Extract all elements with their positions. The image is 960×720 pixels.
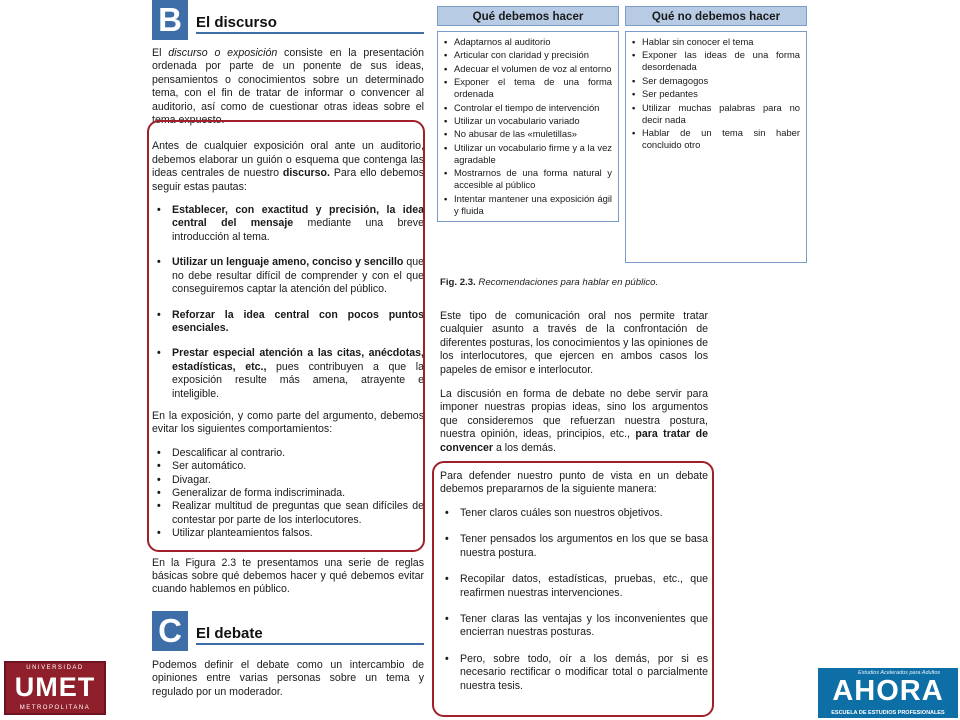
list-item: • Exponer el tema de una forma ordenada bbox=[442, 76, 612, 100]
list-item: • Realizar multitud de preguntas que sean difíciles de contestar por parte de los interlocutores. bbox=[152, 500, 424, 527]
list-item: • Adaptarnos al auditorio bbox=[442, 36, 612, 48]
list-item: • Hablar de un tema sin haber concluido otro bbox=[630, 127, 800, 151]
discurso-definition: El discurso o exposición consiste en la presentación ordenada por parte de un ponente de sus ideas, pensamientos o conocimientos sobre un determinado tema, con el fin de tratar de informar o convencer al auditorio, así como de cuestionar otras ideas sobre el tema expuesto. bbox=[152, 47, 424, 127]
list-item: • Divagar. bbox=[152, 474, 424, 487]
list-item: • Controlar el tiempo de intervención bbox=[442, 102, 612, 114]
list-item: • Utilizar planteamientos falsos. bbox=[152, 527, 424, 540]
recommendations-table bbox=[437, 6, 807, 263]
list-item: • Adecuar el volumen de voz al entorno bbox=[442, 63, 612, 75]
list-item: • Pero, sobre todo, oír a los demás, por si es necesario rectificar o modificar total o parcialmente nuestra tesis. bbox=[440, 653, 708, 693]
list-item: • Utilizar muchas palabras para no decir nada bbox=[630, 102, 800, 126]
dont-list bbox=[630, 36, 800, 151]
list-item: • Tener pensados los argumentos en los que se basa nuestra postura. bbox=[440, 533, 708, 560]
debate-definition: Podemos definir el debate como un intercambio de opiniones entre varias personas sobre un tema y regulado por un moderador. bbox=[152, 658, 424, 698]
list-item: • Tener claros cuáles son nuestros objetivos. bbox=[440, 507, 708, 520]
comportamientos-intro: En la exposición, y como parte del argumento, debemos evitar los siguientes comportamientos: bbox=[152, 409, 424, 436]
list-item: • Establecer, con exactitud y precisión, la idea central del mensaje mediante una breve introducción al tema. bbox=[152, 204, 424, 244]
list-item: • Utilizar un vocabulario variado bbox=[442, 115, 612, 127]
defender-intro: Para defender nuestro punto de vista en un debate debemos prepararnos de la siguiente manera: bbox=[440, 470, 708, 496]
debate-paragraph-2: La discusión en forma de debate no debe servir para imponer nuestras propias ideas, sino los argumentos que consideremos que refuerzan nuestra postura, nuestra opinión, ideas, principios, etc., para tratar de convencer a los demás. bbox=[440, 388, 708, 454]
highlight-box-pautas bbox=[147, 120, 425, 552]
dont-header: Qué no debemos hacer bbox=[625, 6, 807, 26]
section-c-letter: C bbox=[152, 611, 188, 651]
do-header: Qué debemos hacer bbox=[437, 6, 619, 26]
list-item: • Ser pedantes bbox=[630, 88, 800, 100]
section-c-heading bbox=[152, 611, 424, 651]
section-b-title: El discurso bbox=[196, 16, 424, 33]
list-item: • Tener claras las ventajas y los inconvenientes que encierran nuestras posturas. bbox=[440, 613, 708, 640]
section-c-title: El debate bbox=[196, 627, 424, 644]
list-item: • Utilizar un lenguaje ameno, conciso y sencillo que no debe resultar difícil de comprender y con el que conseguiremos captar la atención del público. bbox=[152, 256, 424, 296]
highlight-box-defender bbox=[432, 461, 714, 717]
pautas-intro: Antes de cualquier exposición oral ante un auditorio, debemos elaborar un guión o esquema que contenga las ideas centrales de nuestro discurso. Para ello debemos seguir estas pautas: bbox=[152, 140, 425, 193]
section-b-letter: B bbox=[152, 0, 188, 40]
list-item: • Descalificar al contrario. bbox=[152, 447, 424, 460]
figure-caption: Fig. 2.3. Recomendaciones para hablar en público. bbox=[440, 277, 659, 288]
list-item: • Ser automático. bbox=[152, 460, 424, 473]
ahora-logo: Estudios Acelerados para Adultos AHORA ESCUELA DE ESTUDIOS PROFESIONALES bbox=[818, 668, 958, 718]
list-item: • Utilizar un vocabulario firme y a la vez agradable bbox=[442, 142, 612, 166]
figura-reference: En la Figura 2.3 te presentamos una serie de reglas básicas sobre qué debemos hacer y qué debemos evitar cuando hablemos en público. bbox=[152, 556, 424, 596]
do-list bbox=[442, 36, 612, 217]
list-item: • Ser demagogos bbox=[630, 75, 800, 87]
list-item: • Exponer las ideas de una forma desordenada bbox=[630, 49, 800, 73]
list-item: • Mostrarnos de una forma natural y accesible al público bbox=[442, 167, 612, 191]
list-item: • No abusar de las «muletillas» bbox=[442, 128, 612, 140]
list-item: • Prestar especial atención a las citas, anécdotas, estadísticas, etc., pues contribuyen a que la exposición resulte más amena, atrayente e inteligible. bbox=[152, 347, 424, 401]
list-item: • Recopilar datos, estadísticas, pruebas, etc., que reafirmen nuestras intervenciones. bbox=[440, 573, 708, 600]
list-item: • Articular con claridad y precisión bbox=[442, 49, 612, 61]
debate-paragraph-1: Este tipo de comunicación oral nos permite tratar cualquier asunto a través de la confrontación de diferentes posturas, los conocimientos y las opiniones de los interlocutores, que ejercen en ambos casos los papeles de emisor e interlocutor. bbox=[440, 310, 708, 376]
dont-column bbox=[625, 6, 807, 263]
do-column bbox=[437, 6, 619, 263]
dont-list-box bbox=[625, 31, 807, 263]
list-item: • Reforzar la idea central con pocos puntos esenciales. bbox=[152, 309, 424, 336]
section-b-heading bbox=[152, 0, 424, 40]
list-item: • Intentar mantener una exposición ágil y fluida bbox=[442, 193, 612, 217]
umet-logo: UNIVERSIDAD UMET METROPOLITANA bbox=[4, 661, 106, 715]
list-item: • Hablar sin conocer el tema bbox=[630, 36, 800, 48]
do-list-box bbox=[437, 31, 619, 222]
list-item: • Generalizar de forma indiscriminada. bbox=[152, 487, 424, 500]
